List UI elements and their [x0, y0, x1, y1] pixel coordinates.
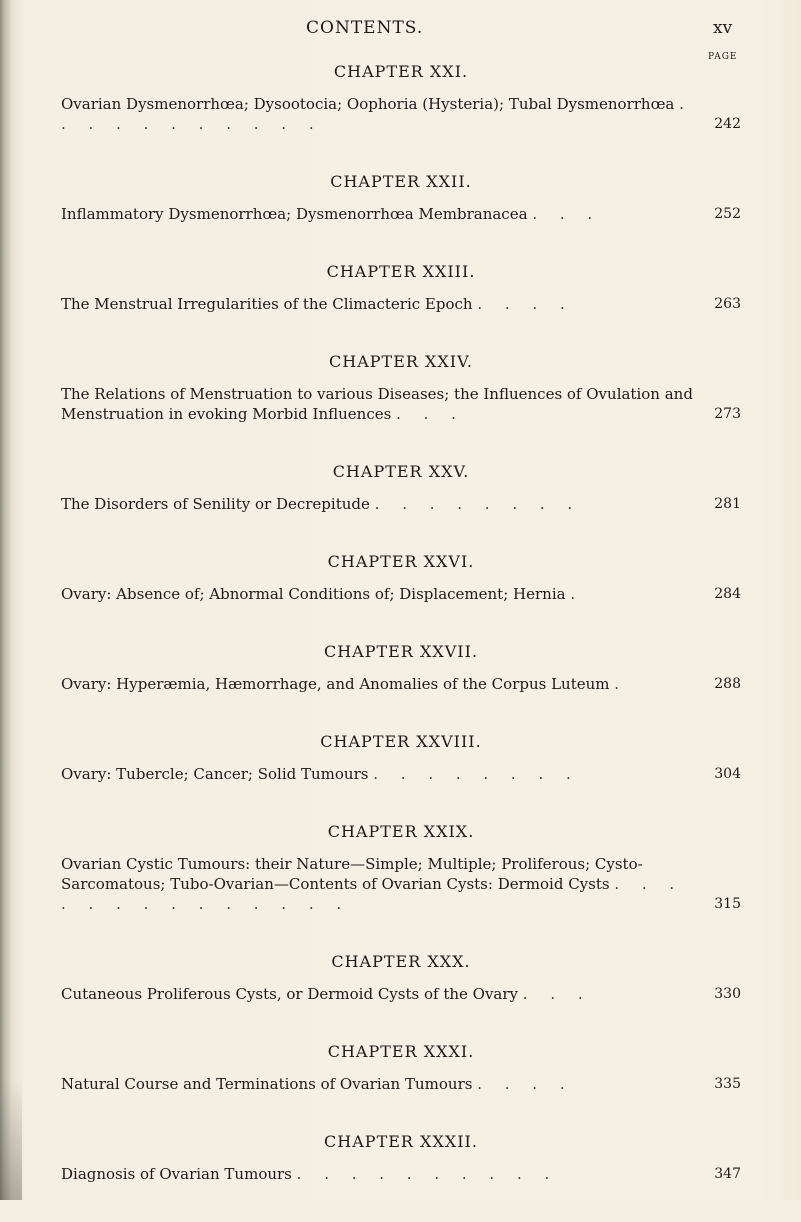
chapter-title: The Disorders of Senility or Decrepitude — [61, 495, 370, 513]
running-head — [0, 18, 801, 42]
toc-entry[interactable] — [61, 294, 741, 314]
chapter-heading: CHAPTER XXXI. — [327, 1042, 475, 1061]
leader-dots: . — [614, 675, 629, 693]
toc-chapter — [61, 822, 741, 914]
chapter-page-number: 252 — [714, 206, 741, 222]
chapter-page-number: 288 — [714, 676, 741, 692]
toc-entry[interactable] — [61, 384, 741, 424]
chapter-page-number: 273 — [714, 406, 741, 422]
chapter-title: Ovarian Cystic Tumours: their Nature—Simple; Multiple; Proliferous; Cysto-Sarcomatous; Tubo-Ovarian—Contents of Ovarian Cysts: Dermoid Cysts — [61, 855, 643, 893]
chapter-heading: CHAPTER XXVIII. — [320, 732, 482, 751]
chapter-title: Inflammatory Dysmenorrhœa; Dysmenorrhœa Membranacea — [61, 205, 528, 223]
toc-chapter — [61, 262, 741, 314]
toc-chapter — [61, 552, 741, 604]
chapter-heading: CHAPTER XXX. — [331, 952, 471, 971]
toc-entry[interactable] — [61, 584, 741, 604]
toc-chapter — [61, 62, 741, 134]
toc-entry[interactable] — [61, 494, 741, 514]
toc-entry[interactable] — [61, 94, 741, 134]
toc-entry[interactable] — [61, 854, 741, 914]
chapter-heading: CHAPTER XXI. — [333, 62, 469, 81]
binding-shadow — [0, 1080, 22, 1200]
running-title: CONTENTS. — [306, 18, 424, 38]
chapter-title: The Menstrual Irregularities of the Climacteric Epoch — [61, 295, 473, 313]
toc-chapter — [61, 1042, 741, 1094]
toc-chapter — [61, 1132, 741, 1184]
toc-chapter — [61, 732, 741, 784]
leader-dots: . . . . . . . . . . . — [61, 95, 693, 133]
toc-chapter — [61, 352, 741, 424]
chapter-heading: CHAPTER XXVI. — [327, 552, 475, 571]
chapter-page-number: 315 — [714, 896, 741, 912]
chapter-title: Ovarian Dysmenorrhœa; Dysootocia; Oophoria (Hysteria); Tubal Dysmenorrhœa — [61, 95, 675, 113]
chapter-page-number: 284 — [714, 586, 741, 602]
leader-dots: . . . . — [477, 1075, 574, 1093]
chapter-heading: CHAPTER XXXII. — [324, 1132, 478, 1151]
toc-chapter — [61, 172, 741, 224]
toc-chapter — [61, 462, 741, 514]
leader-dots: . . . . . . . . . . . . . . — [61, 875, 684, 913]
toc-chapter — [61, 642, 741, 694]
leader-dots: . . . . . . . . — [373, 765, 580, 783]
chapter-page-number: 330 — [714, 986, 741, 1002]
toc-chapter — [61, 952, 741, 1004]
chapter-title: Natural Course and Terminations of Ovarian Tumours — [61, 1075, 473, 1093]
leader-dots: . . . — [522, 985, 592, 1003]
leader-dots: . . . — [396, 405, 465, 423]
toc-entry[interactable] — [61, 1074, 741, 1094]
toc-entry[interactable] — [61, 984, 741, 1004]
chapter-title: The Relations of Menstruation to various Diseases; the Influences of Ovulation and Menstruation in evoking Morbid Influences — [61, 385, 693, 423]
chapter-page-number: 242 — [714, 116, 741, 132]
chapter-page-number: 263 — [714, 296, 741, 312]
toc-entry[interactable] — [61, 674, 741, 694]
chapter-title: Ovary: Hyperæmia, Hæmorrhage, and Anomalies of the Corpus Luteum — [61, 675, 610, 693]
chapter-title: Ovary: Tubercle; Cancer; Solid Tumours — [61, 765, 369, 783]
page-number: xv — [713, 18, 733, 38]
chapter-page-number: 304 — [714, 766, 741, 782]
chapter-page-number: 281 — [714, 496, 741, 512]
toc-entry[interactable] — [61, 1164, 741, 1184]
table-of-contents — [61, 62, 741, 1222]
leader-dots: . — [570, 585, 585, 603]
leader-dots: . . . . — [477, 295, 574, 313]
leader-dots: . . . . . . . . . . — [296, 1165, 559, 1183]
leader-dots: . . . . . . . . — [374, 495, 582, 513]
chapter-page-number: 347 — [714, 1166, 741, 1182]
chapter-page-number: 335 — [714, 1076, 741, 1092]
chapter-title: Cutaneous Proliferous Cysts, or Dermoid Cysts of the Ovary — [61, 985, 519, 1003]
chapter-heading: CHAPTER XXVII. — [323, 642, 479, 661]
leader-dots: . . . — [532, 205, 602, 223]
page-column-label: PAGE — [708, 52, 738, 62]
chapter-heading: CHAPTER XXII. — [330, 172, 472, 191]
chapter-heading: CHAPTER XXV. — [332, 462, 470, 481]
chapter-heading: CHAPTER XXIII. — [326, 262, 476, 281]
toc-entry[interactable] — [61, 204, 741, 224]
chapter-heading: CHAPTER XXIX. — [327, 822, 475, 841]
chapter-title: Ovary: Absence of; Abnormal Conditions of; Displacement; Hernia — [61, 585, 566, 603]
chapter-heading: CHAPTER XXIV. — [329, 352, 473, 371]
toc-entry[interactable] — [61, 764, 741, 784]
chapter-title: Diagnosis of Ovarian Tumours — [61, 1165, 292, 1183]
